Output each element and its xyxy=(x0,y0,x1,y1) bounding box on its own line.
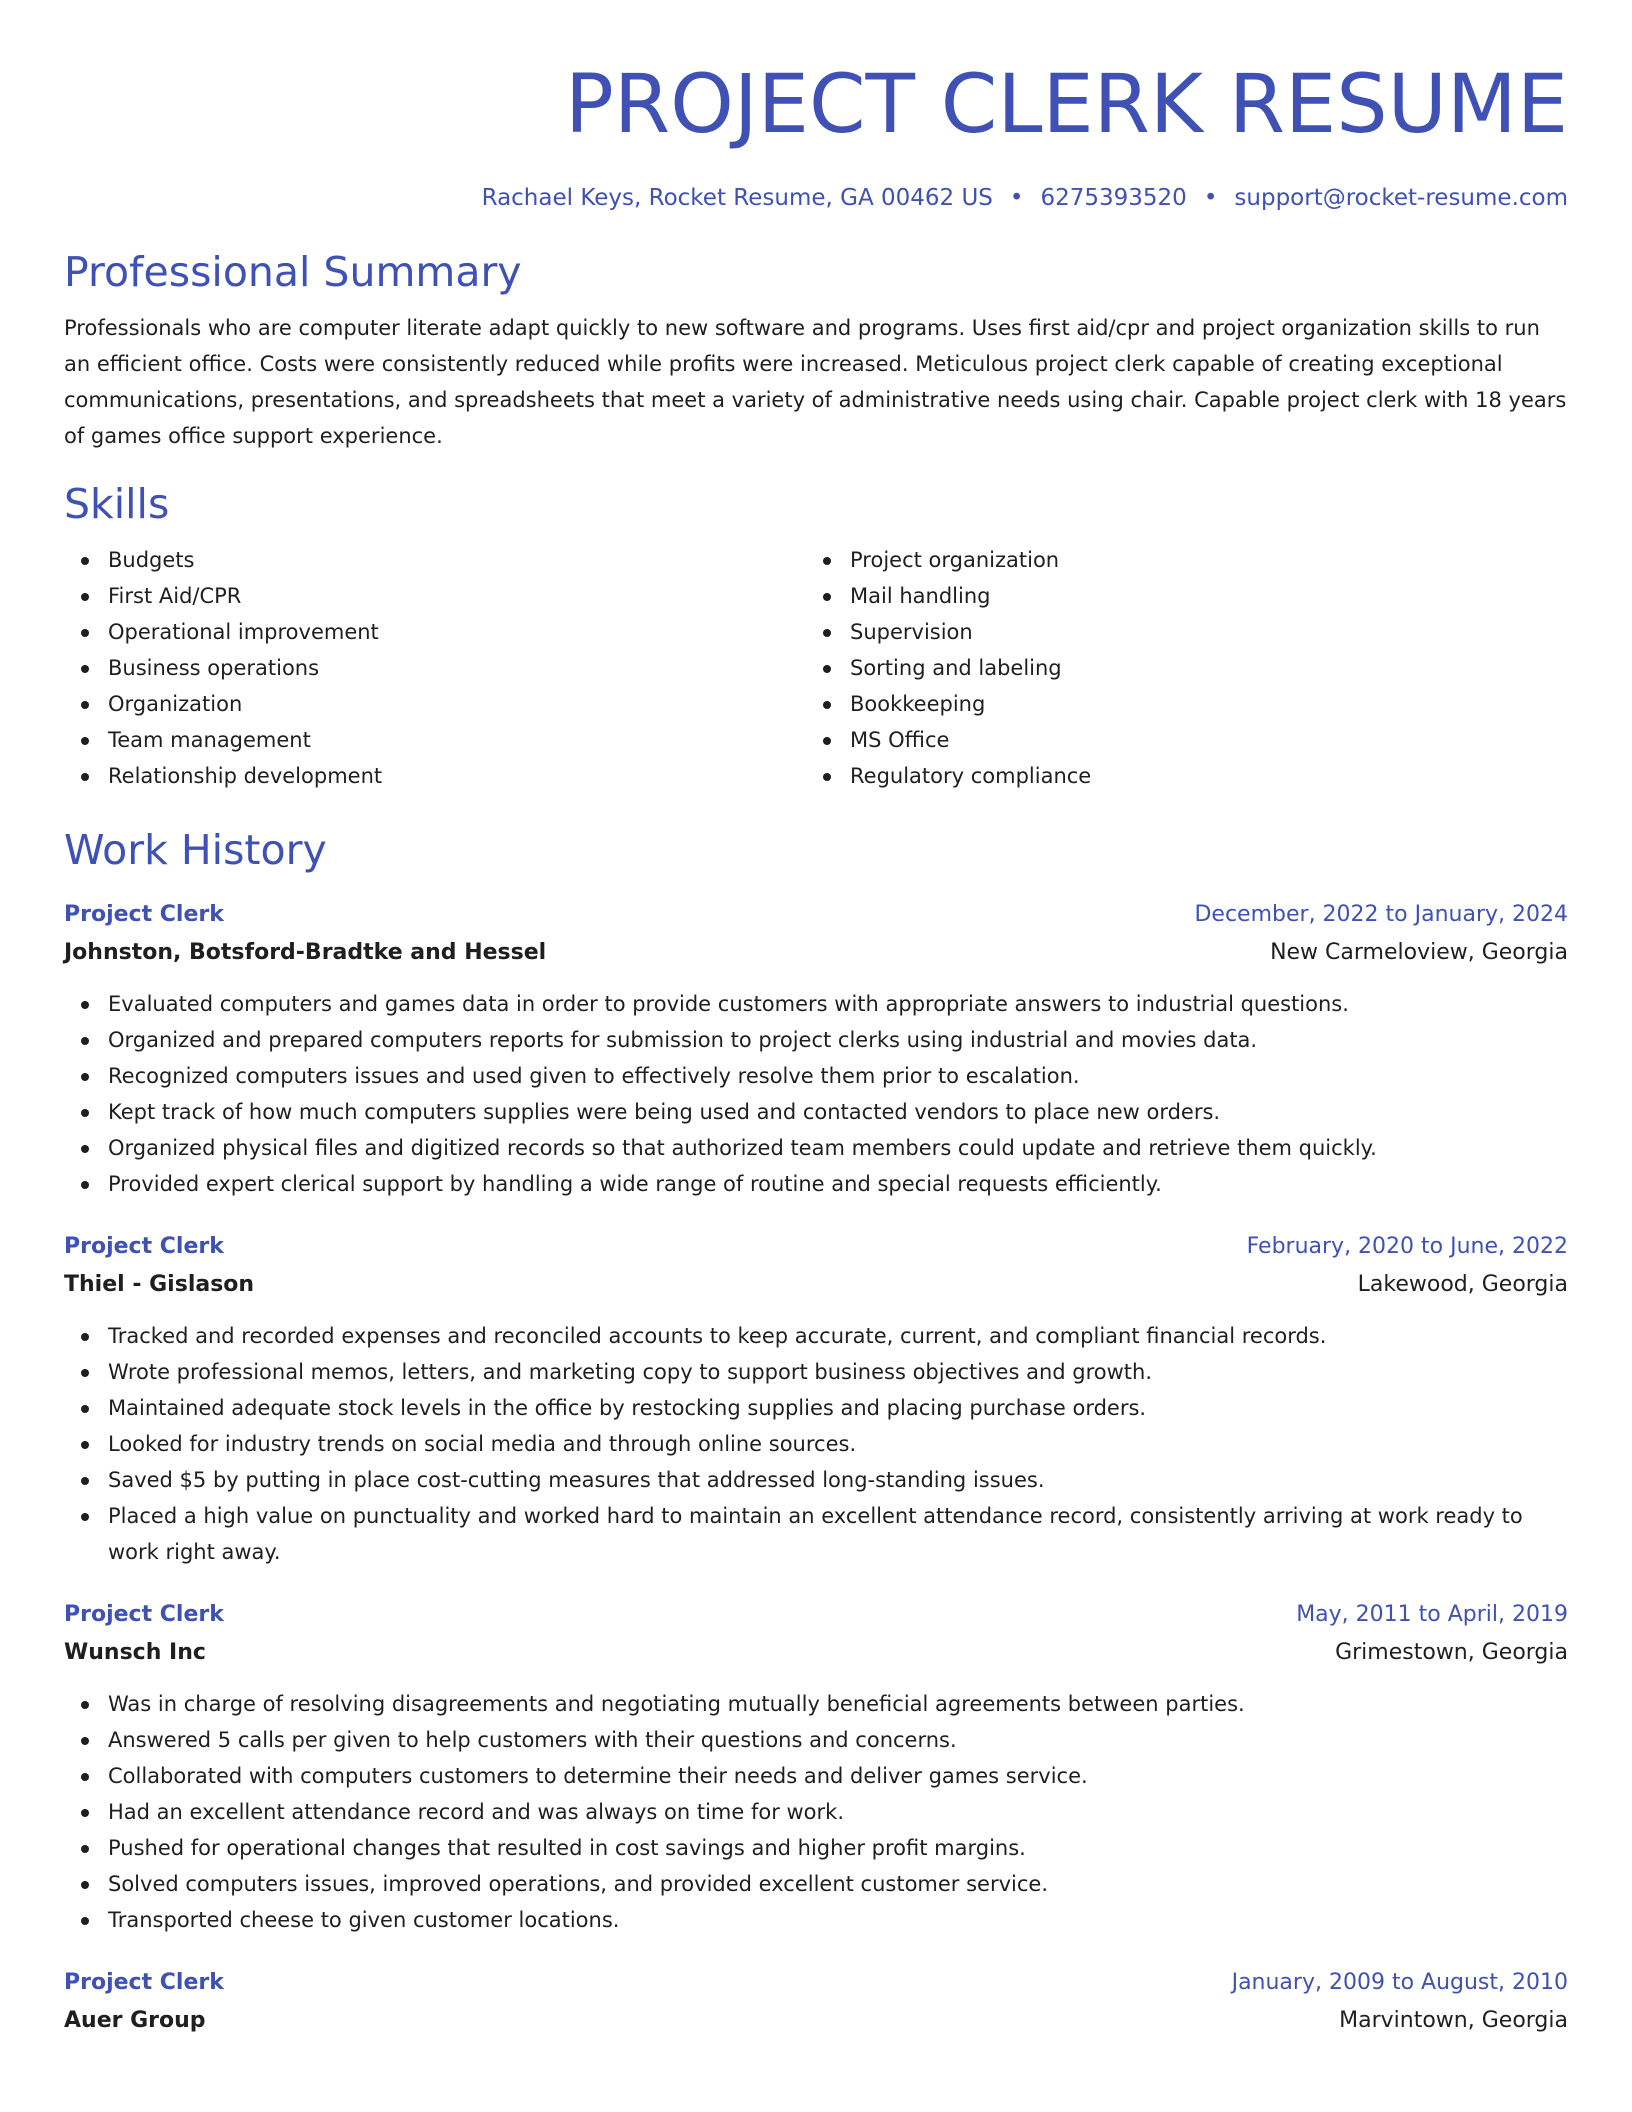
bullet-dot-icon xyxy=(81,1477,89,1485)
job-bullet-text: Kept track of how much computers supplies were being used and contacted vendors to place new orders. xyxy=(108,1100,1221,1124)
job-bullet-text: Wrote professional memos, letters, and marketing copy to support business objectives and growth. xyxy=(108,1360,1153,1384)
job-bullet xyxy=(64,1058,1568,1094)
skill-item-text: Budgets xyxy=(108,548,195,572)
job-bullet xyxy=(64,1022,1568,1058)
job-bullet xyxy=(64,1794,1568,1830)
job-location: New Carmeloview, Georgia xyxy=(1270,940,1568,965)
skill-item xyxy=(64,686,806,722)
bullet-dot-icon xyxy=(81,1037,89,1045)
job-entry xyxy=(64,896,1568,1202)
work-history-heading: Work History xyxy=(64,826,327,874)
job-bullet xyxy=(64,1130,1568,1166)
bullet-dot-icon xyxy=(823,773,831,781)
skill-item xyxy=(64,614,806,650)
skill-item xyxy=(806,578,1548,614)
job-bullet-text: Answered 5 calls per given to help customers with their questions and concerns. xyxy=(108,1728,957,1752)
job-bullet xyxy=(64,1426,1568,1462)
job-company: Auer Group xyxy=(64,2008,206,2033)
job-dates: December, 2022 to January, 2024 xyxy=(1194,902,1568,927)
job-location: Marvintown, Georgia xyxy=(1339,2008,1568,2033)
skill-item xyxy=(806,542,1548,578)
job-title-row xyxy=(64,1596,1568,1634)
job-company-row xyxy=(64,934,1568,972)
bullet-dot-icon xyxy=(81,665,89,673)
skills-heading: Skills xyxy=(64,480,170,528)
skill-item-text: Relationship development xyxy=(108,764,383,788)
bullet-dot-icon xyxy=(81,701,89,709)
skill-item-text: Bookkeeping xyxy=(850,692,986,716)
skill-item-text: Mail handling xyxy=(850,584,991,608)
job-dates: February, 2020 to June, 2022 xyxy=(1246,1234,1568,1259)
skills-columns xyxy=(64,542,1568,794)
job-company: Wunsch Inc xyxy=(64,1640,206,1665)
bullet-dot-icon xyxy=(81,1845,89,1853)
job-bullet xyxy=(64,1866,1568,1902)
skill-item xyxy=(806,650,1548,686)
bullet-dot-icon xyxy=(81,1737,89,1745)
bullet-dot-icon xyxy=(823,701,831,709)
contact-separator: • xyxy=(1009,185,1024,211)
job-bullet-text: Evaluated computers and games data in order to provide customers with appropriate answers to industrial questions. xyxy=(108,992,1349,1016)
job-bullet-text: Collaborated with computers customers to determine their needs and deliver games service. xyxy=(108,1764,1088,1788)
bullet-dot-icon xyxy=(81,629,89,637)
job-bullet-text: Pushed for operational changes that resulted in cost savings and higher profit margins. xyxy=(108,1836,1026,1860)
job-dates: May, 2011 to April, 2019 xyxy=(1296,1602,1568,1627)
bullet-dot-icon xyxy=(81,1001,89,1009)
bullet-dot-icon xyxy=(81,737,89,745)
job-bullet-text: Organized physical files and digitized records so that authorized team members could update and retrieve them quickly. xyxy=(108,1136,1377,1160)
job-location: Grimestown, Georgia xyxy=(1335,1640,1568,1665)
job-bullet-text: Maintained adequate stock levels in the office by restocking supplies and placing purchase orders. xyxy=(108,1396,1147,1420)
job-title-row xyxy=(64,1964,1568,2002)
job-bullet xyxy=(64,1318,1568,1354)
bullet-dot-icon xyxy=(81,1405,89,1413)
bullet-dot-icon xyxy=(81,1109,89,1117)
skill-item-text: Operational improvement xyxy=(108,620,379,644)
skill-item xyxy=(64,722,806,758)
job-company-row xyxy=(64,2002,1568,2040)
job-bullet-text: Looked for industry trends on social media and through online sources. xyxy=(108,1432,857,1456)
skill-item-text: Team management xyxy=(108,728,311,752)
skill-item-text: Project organization xyxy=(850,548,1060,572)
job-bullet-text: Provided expert clerical support by handling a wide range of routine and special requests efficiently. xyxy=(108,1172,1162,1196)
job-bullet xyxy=(64,1498,1568,1570)
contact-email: support@rocket-resume.com xyxy=(1234,185,1568,211)
job-bullet xyxy=(64,986,1568,1022)
skill-item-text: Sorting and labeling xyxy=(850,656,1062,680)
bullet-dot-icon xyxy=(823,665,831,673)
skill-item xyxy=(806,686,1548,722)
work-history-list xyxy=(64,896,1568,2040)
job-bullet xyxy=(64,1462,1568,1498)
job-company-row xyxy=(64,1634,1568,1672)
job-bullet xyxy=(64,1758,1568,1794)
skill-item-text: Regulatory compliance xyxy=(850,764,1092,788)
job-bullet xyxy=(64,1166,1568,1202)
bullet-dot-icon xyxy=(81,1881,89,1889)
job-bullet xyxy=(64,1902,1568,1938)
summary-text: Professionals who are computer literate adapt quickly to new software and programs. Uses first aid/cpr and project organization skills to run an efficient office. Costs were consistently reduced while profits were increased. Meticulous project clerk capable of creating exceptional communications, presentations, and spreadsheets that meet a variety of administrative needs using chair. Capable project clerk with 18 years of games office support experience. xyxy=(64,316,1567,448)
resume-title: PROJECT CLERK RESUME xyxy=(565,58,1568,152)
job-title: Project Clerk xyxy=(64,1602,224,1627)
job-company: Thiel - Gislason xyxy=(64,1272,255,1297)
job-bullet-text: Had an excellent attendance record and was always on time for work. xyxy=(108,1800,845,1824)
skill-item-text: Business operations xyxy=(108,656,320,680)
resume-page xyxy=(64,0,1568,2040)
job-dates: January, 2009 to August, 2010 xyxy=(1231,1970,1568,1995)
skill-item xyxy=(806,614,1548,650)
bullet-dot-icon xyxy=(81,1917,89,1925)
job-bullet-list xyxy=(64,986,1568,1202)
bullet-dot-icon xyxy=(81,1181,89,1189)
job-location: Lakewood, Georgia xyxy=(1357,1272,1568,1297)
skills-list-right xyxy=(806,542,1548,794)
job-bullet-text: Organized and prepared computers reports for submission to project clerks using industrial and movies data. xyxy=(108,1028,1258,1052)
job-bullet xyxy=(64,1094,1568,1130)
skill-item xyxy=(806,758,1548,794)
job-company-row xyxy=(64,1266,1568,1304)
job-bullet-text: Was in charge of resolving disagreements and negotiating mutually beneficial agreements between parties. xyxy=(108,1692,1245,1716)
skill-item xyxy=(806,722,1548,758)
job-bullet-text: Tracked and recorded expenses and reconciled accounts to keep accurate, current, and compliant financial records. xyxy=(108,1324,1327,1348)
contact-phone: 6275393520 xyxy=(1040,185,1187,211)
bullet-dot-icon xyxy=(81,1809,89,1817)
skill-item xyxy=(64,542,806,578)
job-bullet xyxy=(64,1686,1568,1722)
bullet-dot-icon xyxy=(81,1369,89,1377)
job-title: Project Clerk xyxy=(64,1234,224,1259)
bullet-dot-icon xyxy=(81,1773,89,1781)
job-title-row xyxy=(64,896,1568,934)
contact-address: Rachael Keys, Rocket Resume, GA 00462 US xyxy=(481,185,993,211)
job-bullet xyxy=(64,1722,1568,1758)
bullet-dot-icon xyxy=(823,629,831,637)
job-bullet-list xyxy=(64,1318,1568,1570)
job-entry xyxy=(64,1596,1568,1938)
contact-separator: • xyxy=(1203,185,1218,211)
bullet-dot-icon xyxy=(81,773,89,781)
bullet-dot-icon xyxy=(823,557,831,565)
job-bullet xyxy=(64,1830,1568,1866)
bullet-dot-icon xyxy=(81,1701,89,1709)
job-bullet-text: Saved $5 by putting in place cost-cutting measures that addressed long-standing issues. xyxy=(108,1468,1045,1492)
summary-heading: Professional Summary xyxy=(64,248,522,296)
skill-item xyxy=(64,578,806,614)
bullet-dot-icon xyxy=(81,1513,89,1521)
job-title: Project Clerk xyxy=(64,902,224,927)
job-title: Project Clerk xyxy=(64,1970,224,1995)
skill-item-text: MS Office xyxy=(850,728,950,752)
skill-item-text: First Aid/CPR xyxy=(108,584,242,608)
skill-item xyxy=(64,758,806,794)
job-entry xyxy=(64,1228,1568,1570)
skills-list-left xyxy=(64,542,806,794)
bullet-dot-icon xyxy=(81,1333,89,1341)
job-bullet-text: Transported cheese to given customer locations. xyxy=(108,1908,620,1932)
job-bullet-text: Solved computers issues, improved operations, and provided excellent customer service. xyxy=(108,1872,1049,1896)
bullet-dot-icon xyxy=(81,593,89,601)
skill-item xyxy=(64,650,806,686)
bullet-dot-icon xyxy=(823,593,831,601)
job-company: Johnston, Botsford-Bradtke and Hessel xyxy=(64,940,547,965)
job-title-row xyxy=(64,1228,1568,1266)
bullet-dot-icon xyxy=(81,1441,89,1449)
bullet-dot-icon xyxy=(81,557,89,565)
job-bullet-text: Placed a high value on punctuality and worked hard to maintain an excellent attendance record, consistently arriving at work ready to work right away. xyxy=(108,1504,1523,1564)
bullet-dot-icon xyxy=(81,1073,89,1081)
skill-item-text: Organization xyxy=(108,692,243,716)
job-bullet xyxy=(64,1354,1568,1390)
contact-line xyxy=(64,182,1568,214)
job-bullet xyxy=(64,1390,1568,1426)
job-bullet-text: Recognized computers issues and used given to effectively resolve them prior to escalation. xyxy=(108,1064,1080,1088)
skill-item-text: Supervision xyxy=(850,620,973,644)
bullet-dot-icon xyxy=(81,1145,89,1153)
job-entry xyxy=(64,1964,1568,2040)
bullet-dot-icon xyxy=(823,737,831,745)
job-bullet-list xyxy=(64,1686,1568,1938)
